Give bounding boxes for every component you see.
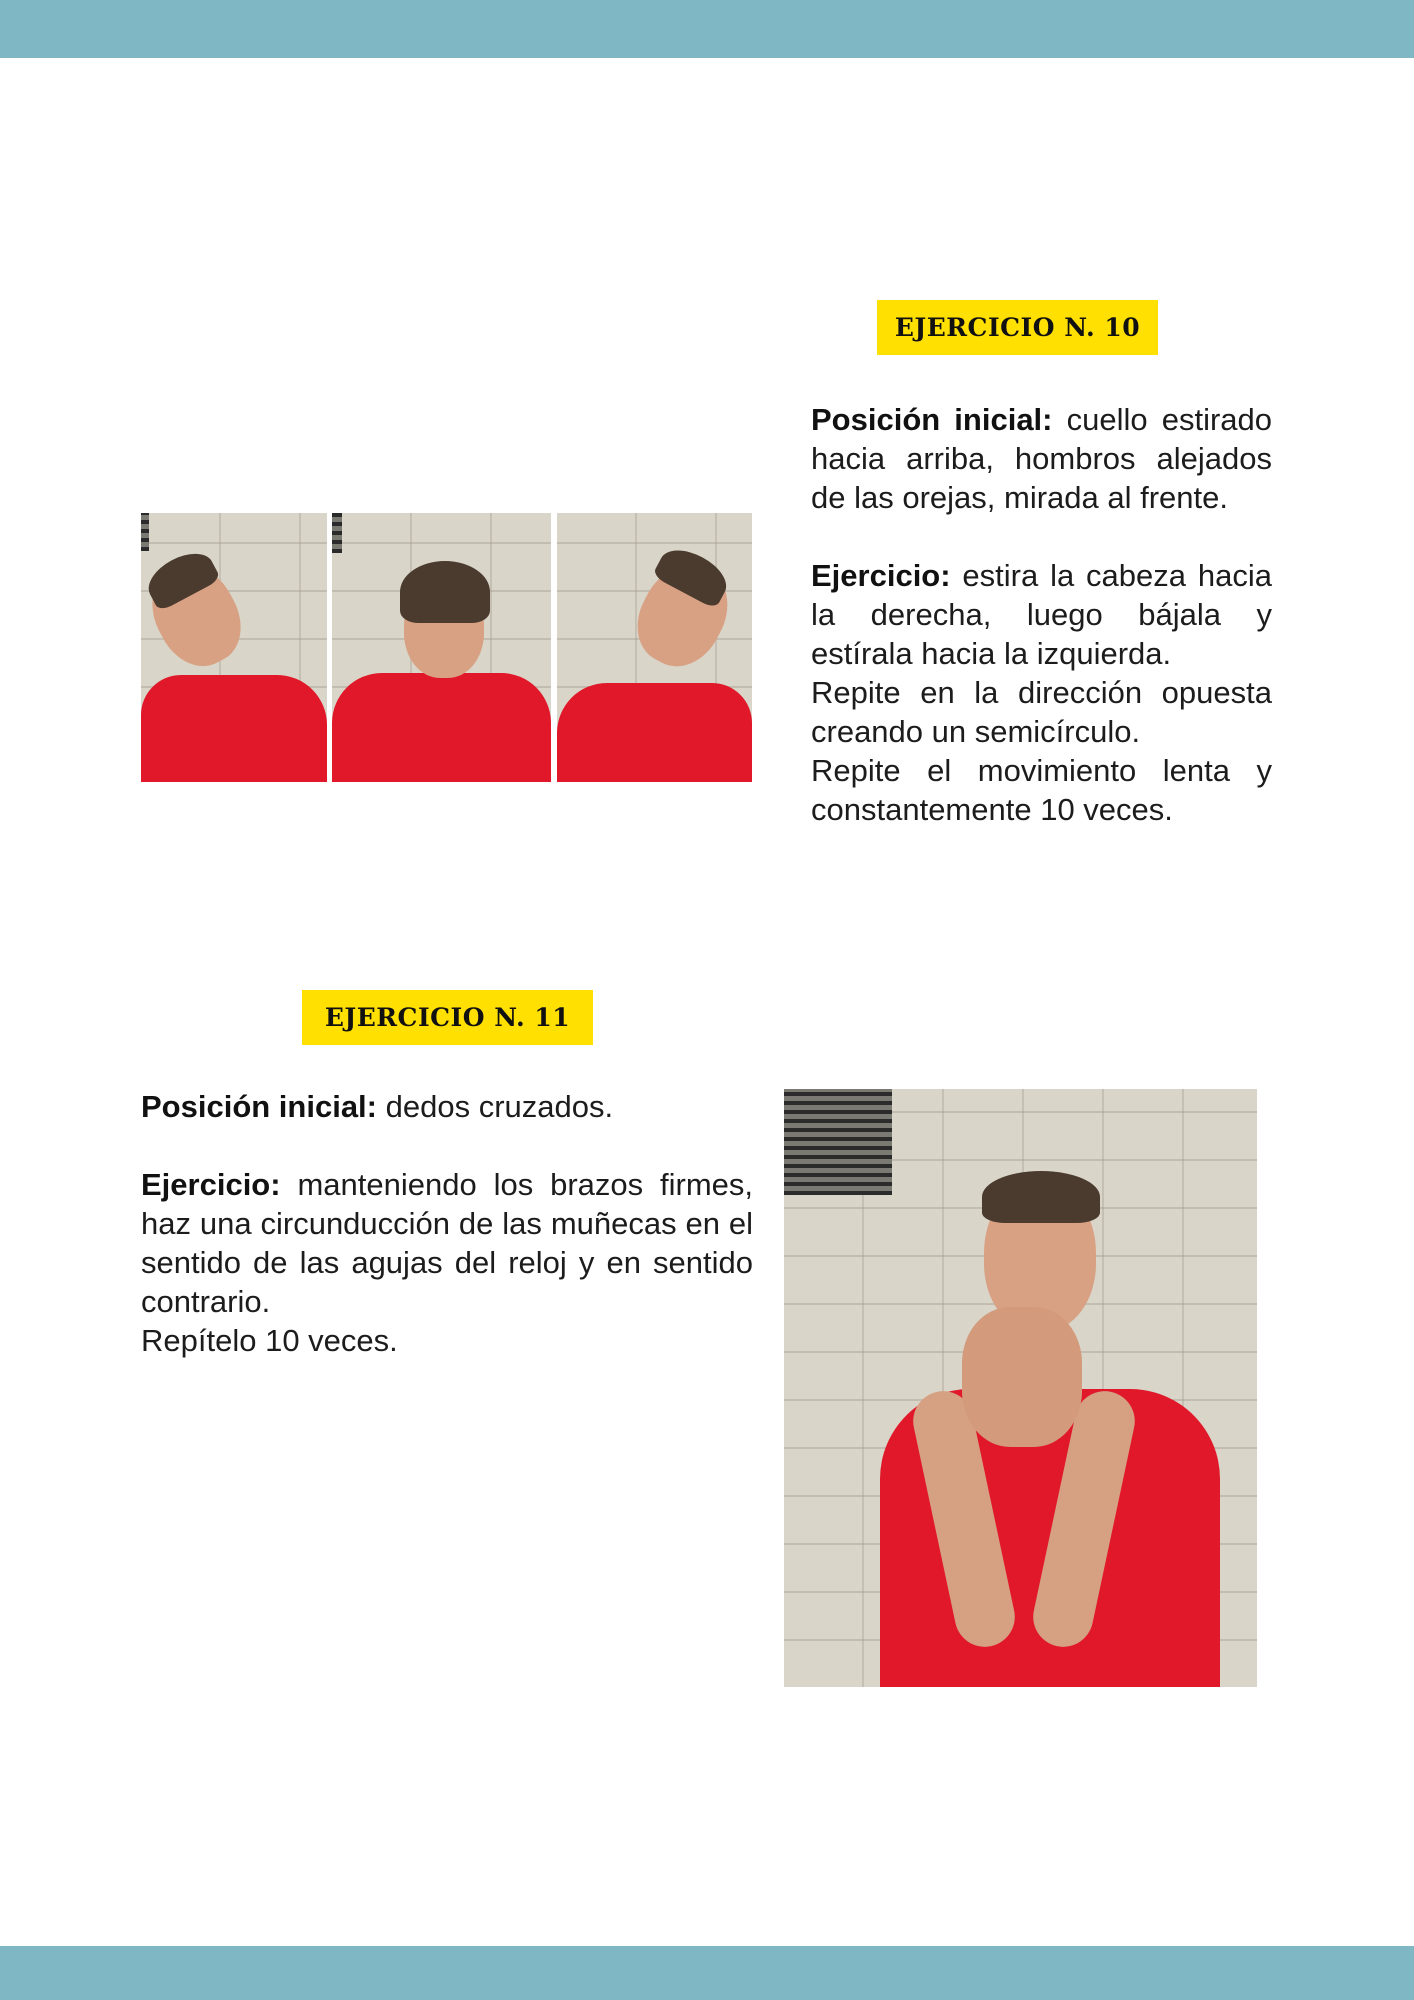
- position-paragraph: [141, 1087, 753, 1126]
- exercise-label: Ejercicio:: [811, 558, 951, 593]
- exercise-11-badge: EJERCICIO N. 11: [302, 990, 593, 1045]
- clasped-hands: [962, 1307, 1082, 1447]
- wrist-circles-photo: [784, 1089, 1257, 1687]
- neck-tilt-right-photo: [141, 513, 327, 782]
- repeat-paragraph-2: Repite el movimiento lenta y constantemente 10 veces.: [811, 753, 1272, 827]
- top-band: [0, 0, 1414, 58]
- exercise-paragraph: [141, 1165, 753, 1321]
- position-label: Posición inicial:: [141, 1089, 377, 1124]
- position-text: dedos cruzados.: [377, 1089, 614, 1124]
- hair: [400, 561, 490, 623]
- red-shirt: [557, 683, 752, 782]
- repeat-paragraph-1: Repite en la dirección opuesta creando un semicírculo.: [811, 675, 1272, 749]
- position-label: Posición inicial:: [811, 402, 1053, 437]
- position-paragraph: [811, 400, 1272, 517]
- wall-vent: [141, 513, 149, 551]
- exercise-text: estira la cabeza hacia la derecha, luego bájala y estírala hacia la izquierda.: [811, 558, 1272, 671]
- exercise-label: Ejercicio:: [141, 1167, 281, 1202]
- wall-vent: [784, 1089, 892, 1195]
- exercise-paragraph: [811, 556, 1272, 673]
- exercise-text: manteniendo los brazos firmes, haz una circunducción de las muñecas en el sentido de las agujas del reloj y en sentido contrario.: [141, 1167, 753, 1319]
- bottom-band: [0, 1946, 1414, 2000]
- repeat-paragraph-1: Repítelo 10 veces.: [141, 1323, 398, 1358]
- neck-tilt-left-photo: [557, 513, 752, 782]
- red-shirt: [141, 675, 327, 782]
- exercise-10-badge: EJERCICIO N. 10: [877, 300, 1158, 355]
- red-shirt: [332, 673, 551, 782]
- hair: [982, 1171, 1100, 1223]
- exercise-11-description: [141, 1087, 753, 1360]
- wall-vent: [332, 513, 342, 553]
- exercise-10-description: [811, 400, 1272, 829]
- neck-down-photo: [332, 513, 551, 782]
- position-text: cuello estirado hacia arriba, hombros alejados de las orejas, mirada al frente.: [811, 402, 1272, 515]
